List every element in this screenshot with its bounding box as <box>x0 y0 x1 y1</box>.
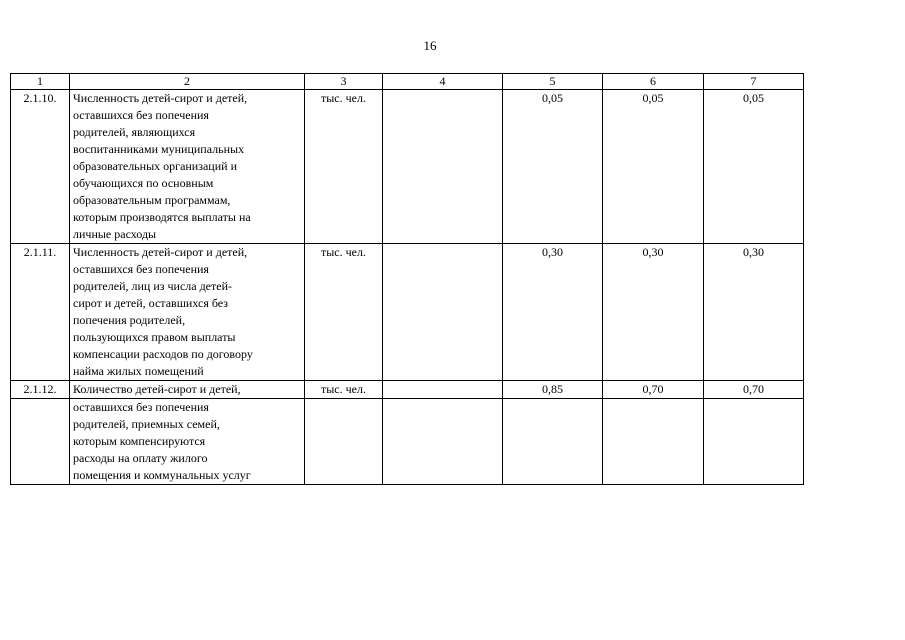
header-col-4: 4 <box>383 74 503 90</box>
description-line: пользующихся правом выплаты <box>73 330 236 344</box>
row-code: 2.1.10. <box>11 90 70 244</box>
description-line: компенсации расходов по договору <box>73 347 253 361</box>
empty-cell <box>503 399 603 485</box>
description-line: Численность детей-сирот и детей, <box>73 245 248 259</box>
description-line: воспитанниками муниципальных <box>73 142 245 156</box>
row-description <box>70 244 305 381</box>
row-col4 <box>383 381 503 399</box>
table-row <box>11 381 804 399</box>
description-line: помещения и коммунальных услуг <box>73 468 251 482</box>
row-col6-value: 0,30 <box>603 244 704 381</box>
indicator-table <box>10 73 804 485</box>
row-col5-value: 0,30 <box>503 244 603 381</box>
description-line: образовательным программам, <box>73 193 231 207</box>
description-line: образовательных организаций и <box>73 159 237 173</box>
row-col5-value: 0,85 <box>503 381 603 399</box>
table-row <box>11 90 804 244</box>
row-unit: тыс. чел. <box>305 381 383 399</box>
description-line: найма жилых помещений <box>73 364 204 378</box>
description-line: попечения родителей, <box>73 313 186 327</box>
description-line: Численность детей-сирот и детей, <box>73 91 248 105</box>
row-col4 <box>383 244 503 381</box>
description-line: обучающихся по основным <box>73 176 214 190</box>
description-line: личные расходы <box>73 227 157 241</box>
description-line: оставшихся без попечения <box>73 108 209 122</box>
header-col-6: 6 <box>603 74 704 90</box>
row-description-first-line: Количество детей-сирот и детей, <box>70 381 305 399</box>
header-col-1: 1 <box>11 74 70 90</box>
description-line: расходы на оплату жилого <box>73 451 208 465</box>
row-col7-value: 0,05 <box>704 90 804 244</box>
description-line: родителей, являющихся <box>73 125 196 139</box>
header-col-7: 7 <box>704 74 804 90</box>
empty-cell <box>383 399 503 485</box>
row-col6-value: 0,05 <box>603 90 704 244</box>
empty-cell <box>603 399 704 485</box>
description-line: которым производятся выплаты на <box>73 210 251 224</box>
table-row-continuation <box>11 399 804 485</box>
row-code: 2.1.11. <box>11 244 70 381</box>
row-col5-value: 0,05 <box>503 90 603 244</box>
header-col-3: 3 <box>305 74 383 90</box>
empty-cell <box>11 399 70 485</box>
header-col-5: 5 <box>503 74 603 90</box>
row-description <box>70 399 305 485</box>
row-col7-value: 0,70 <box>704 381 804 399</box>
row-unit: тыс. чел. <box>305 244 383 381</box>
row-unit: тыс. чел. <box>305 90 383 244</box>
description-line: родителей, лиц из числа детей- <box>73 279 232 293</box>
description-line: родителей, приемных семей, <box>73 417 220 431</box>
row-description <box>70 90 305 244</box>
row-col4 <box>383 90 503 244</box>
empty-cell <box>704 399 804 485</box>
page-number: 16 <box>423 38 437 53</box>
empty-cell <box>305 399 383 485</box>
row-code: 2.1.12. <box>11 381 70 399</box>
description-line: сирот и детей, оставшихся без <box>73 296 229 310</box>
header-row <box>11 74 804 90</box>
description-line: оставшихся без попечения <box>73 262 209 276</box>
description-line: которым компенсируются <box>73 434 206 448</box>
row-col7-value: 0,30 <box>704 244 804 381</box>
description-line: оставшихся без попечения <box>73 400 209 414</box>
row-col6-value: 0,70 <box>603 381 704 399</box>
table-row <box>11 244 804 381</box>
header-col-2: 2 <box>70 74 305 90</box>
